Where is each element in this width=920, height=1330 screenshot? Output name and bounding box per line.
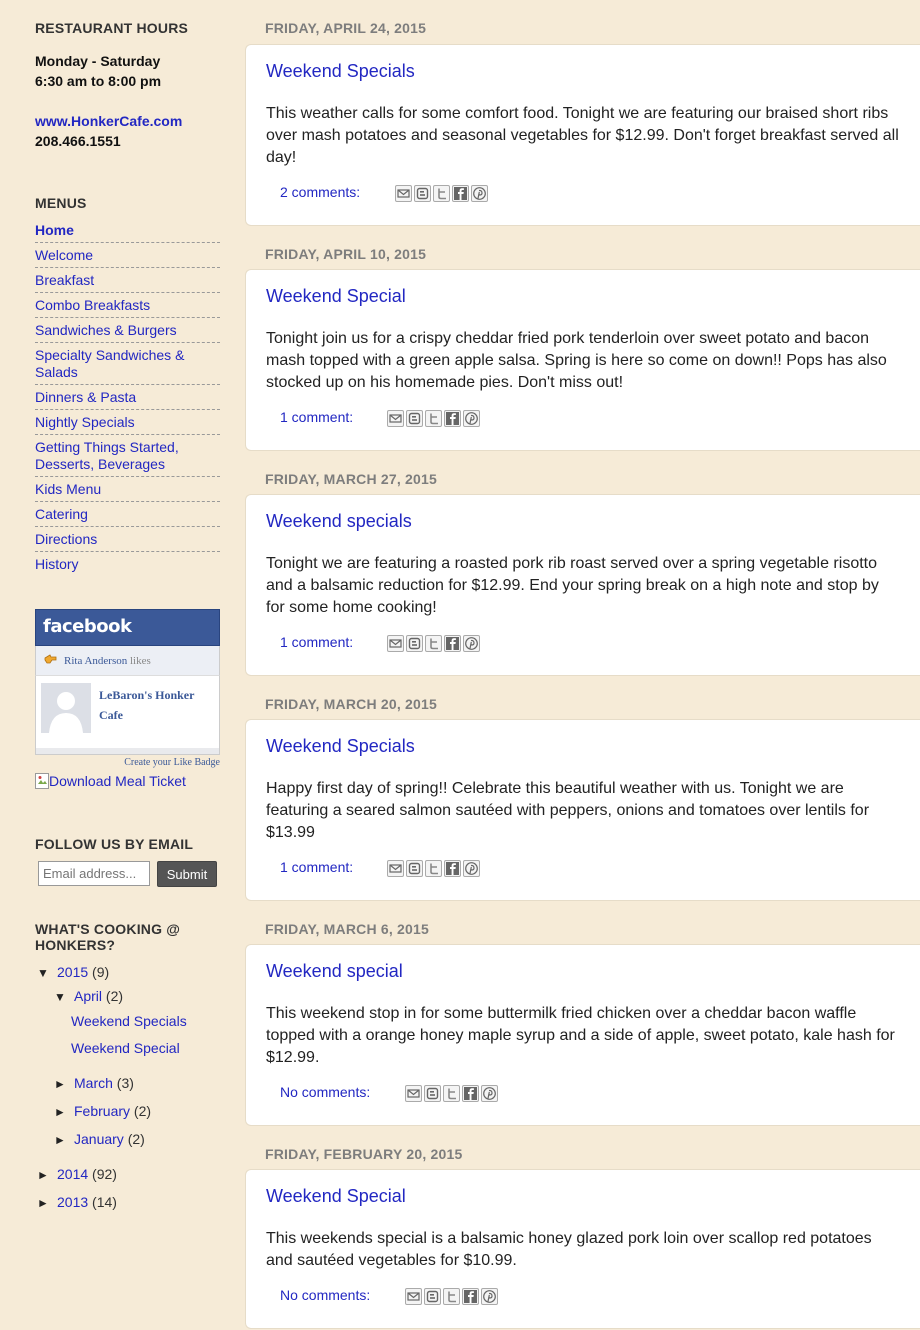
menu-item-sandwiches-burgers[interactable]: Sandwiches & Burgers [35, 318, 220, 343]
post-body: This weather calls for some comfort food. Tonight we are featuring our braised short ribs over mash potatoes and seasonal vegetables for $12.99. Don't forget breakfast served all day! [266, 105, 899, 166]
menu-item-history[interactable]: History [35, 556, 79, 572]
share-buttons [387, 635, 482, 653]
email-icon[interactable] [387, 860, 404, 877]
thumbs-up-icon [44, 654, 58, 665]
twitter-icon[interactable] [443, 1288, 460, 1305]
share-buttons [387, 410, 482, 428]
post-body: Tonight join us for a crispy cheddar fried pork tenderloin over sweet potato and bacon mash topped with a green apple salsa. Spring is here so come on down!! Pops has also stocked up on his homemade pies. Don't miss out! [266, 330, 887, 391]
archive-heading: WHAT'S COOKING @ HONKERS? [35, 921, 181, 953]
facebook-page-card[interactable] [35, 675, 220, 755]
post-date: FRIDAY, MARCH 27, 2015 [265, 471, 437, 487]
archive-month-january[interactable]: ► January (2) [54, 1131, 145, 1147]
post-body: This weekends special is a balsamic honey glazed pork loin over scallop red potatoes and sautéed vegetables for $10.99. [266, 1230, 872, 1269]
facebook-page-name[interactable]: LeBaron's Honker Cafe [99, 688, 195, 722]
pinterest-icon[interactable] [481, 1085, 498, 1102]
menus-heading: MENUS [35, 195, 87, 211]
comments-link[interactable]: 1 comment: [280, 859, 354, 875]
blogger-icon[interactable] [406, 860, 423, 877]
post-title[interactable]: Weekend specials [266, 511, 412, 531]
blogger-icon[interactable] [414, 185, 431, 202]
share-buttons [405, 1085, 500, 1103]
post-date: FRIDAY, APRIL 10, 2015 [265, 246, 427, 262]
comments-link[interactable]: No comments: [280, 1287, 371, 1303]
post-date: FRIDAY, FEBRUARY 20, 2015 [265, 1146, 463, 1162]
divider [36, 748, 219, 754]
blog-post [245, 944, 920, 1126]
blog-post [245, 269, 920, 451]
facebook-liker-name[interactable]: Rita Anderson [64, 655, 128, 667]
follow-heading: FOLLOW US BY EMAIL [35, 836, 194, 852]
hours-heading: RESTAURANT HOURS [35, 20, 189, 36]
archive-post-weekend-specials[interactable]: Weekend Specials [71, 1013, 187, 1029]
expand-icon[interactable]: ► [54, 1133, 66, 1147]
post-title[interactable]: Weekend Specials [266, 736, 415, 756]
blogger-icon[interactable] [406, 410, 423, 427]
email-field[interactable] [38, 861, 150, 886]
facebook-icon[interactable] [462, 1288, 479, 1305]
menu-item-kids-menu[interactable]: Kids Menu [35, 477, 220, 502]
menu-item-welcome[interactable]: Welcome [35, 243, 220, 268]
facebook-icon[interactable] [444, 860, 461, 877]
menu-item-specialty-sandwiches[interactable]: Specialty Sandwiches & Salads [35, 343, 220, 385]
facebook-icon[interactable] [444, 410, 461, 427]
facebook-icon[interactable] [452, 185, 469, 202]
post-date: FRIDAY, MARCH 20, 2015 [265, 696, 437, 712]
post-title[interactable]: Weekend Special [266, 1186, 406, 1206]
facebook-activity [35, 646, 220, 675]
avatar [41, 683, 91, 733]
twitter-icon[interactable] [425, 860, 442, 877]
pinterest-icon[interactable] [471, 185, 488, 202]
blog-post [245, 44, 920, 226]
menu-item-nightly-specials[interactable]: Nightly Specials [35, 410, 220, 435]
email-icon[interactable] [405, 1085, 422, 1102]
post-date: FRIDAY, APRIL 24, 2015 [265, 20, 427, 36]
facebook-likes-text: likes [130, 655, 151, 667]
menu-item-home[interactable]: Home [35, 218, 220, 243]
pinterest-icon[interactable] [481, 1288, 498, 1305]
blogger-icon[interactable] [406, 635, 423, 652]
collapse-icon[interactable]: ▼ [54, 990, 66, 1004]
create-like-badge-link[interactable]: Create your Like Badge [124, 757, 220, 768]
blogger-icon[interactable] [424, 1288, 441, 1305]
twitter-icon[interactable] [433, 185, 450, 202]
email-icon[interactable] [387, 635, 404, 652]
facebook-icon[interactable] [444, 635, 461, 652]
download-meal-ticket-link[interactable] [35, 773, 186, 789]
email-icon[interactable] [387, 410, 404, 427]
archive-month-march[interactable]: ► March (3) [54, 1075, 134, 1091]
pinterest-icon[interactable] [463, 860, 480, 877]
post-title[interactable]: Weekend Special [266, 286, 406, 306]
twitter-icon[interactable] [443, 1085, 460, 1102]
twitter-icon[interactable] [425, 635, 442, 652]
blog-post [245, 494, 920, 676]
menu-item-directions[interactable]: Directions [35, 527, 220, 552]
post-body: Tonight we are featuring a roasted pork rib roast served over a spring vegetable risotto and a balsamic reduction for $12.99. End your spring break on a high note and stop by for some home cooking! [266, 555, 879, 616]
archive-post-weekend-special[interactable]: Weekend Special [71, 1040, 180, 1056]
comments-link[interactable]: No comments: [280, 1084, 371, 1100]
menu-item-starters-desserts[interactable]: Getting Things Started, Desserts, Beverages [35, 435, 220, 477]
comments-link[interactable]: 1 comment: [280, 634, 354, 650]
menu-item-breakfast[interactable]: Breakfast [35, 268, 220, 293]
post-title[interactable]: Weekend special [266, 961, 403, 981]
share-buttons [395, 185, 490, 203]
blog-post [245, 719, 920, 901]
facebook-logo[interactable]: facebook [35, 609, 220, 646]
pinterest-icon[interactable] [463, 410, 480, 427]
broken-image-icon [35, 773, 49, 789]
share-buttons [405, 1288, 500, 1306]
blog-post [245, 1169, 920, 1329]
expand-icon[interactable]: ► [54, 1105, 66, 1119]
menu-list [35, 218, 220, 576]
meal-ticket-label[interactable]: Download Meal Ticket [49, 773, 186, 789]
post-body: Happy first day of spring!! Celebrate this beautiful weather with us. Tonight we are featuring a seared salmon sautéed with peppers, onions and tomatoes over lentils for $13.99 [266, 780, 870, 841]
menu-item-catering[interactable]: Catering [35, 502, 220, 527]
pinterest-icon[interactable] [463, 635, 480, 652]
phone-number: 208.466.1551 [35, 133, 121, 149]
post-title[interactable]: Weekend Specials [266, 61, 415, 81]
email-icon[interactable] [405, 1288, 422, 1305]
twitter-icon[interactable] [425, 410, 442, 427]
submit-button[interactable]: Submit [157, 861, 217, 887]
archive-year-2013[interactable]: ► 2013 (14) [37, 1194, 117, 1210]
comments-link[interactable]: 1 comment: [280, 409, 354, 425]
facebook-like-badge[interactable] [35, 609, 220, 749]
hours-days: Monday - Saturday [35, 53, 161, 69]
blogger-icon[interactable] [424, 1085, 441, 1102]
facebook-icon[interactable] [462, 1085, 479, 1102]
website-link[interactable]: www.HonkerCafe.com [35, 113, 183, 129]
archive-month-february[interactable]: ► February (2) [54, 1103, 152, 1119]
post-date: FRIDAY, MARCH 6, 2015 [265, 921, 429, 937]
menu-item-dinners-pasta[interactable]: Dinners & Pasta [35, 385, 220, 410]
share-buttons [387, 860, 482, 878]
archive-year-2015[interactable]: ▼ 2015 (9) [37, 964, 110, 980]
email-icon[interactable] [395, 185, 412, 202]
archive-year-2014[interactable]: ► 2014 (92) [37, 1166, 117, 1182]
collapse-icon[interactable]: ▼ [37, 966, 49, 980]
hours-time: 6:30 am to 8:00 pm [35, 73, 162, 89]
archive-month-april[interactable]: ▼ April (2) [54, 988, 124, 1004]
post-body: This weekend stop in for some buttermilk fried chicken over a cheddar bacon waffle topped with a orange honey maple syrup and a side of apple, sweet potato, kale hash for $12.99. [266, 1005, 895, 1066]
expand-icon[interactable]: ► [37, 1168, 49, 1182]
expand-icon[interactable]: ► [54, 1077, 66, 1091]
expand-icon[interactable]: ► [37, 1196, 49, 1210]
comments-link[interactable]: 2 comments: [280, 184, 361, 200]
menu-item-combo-breakfasts[interactable]: Combo Breakfasts [35, 293, 220, 318]
